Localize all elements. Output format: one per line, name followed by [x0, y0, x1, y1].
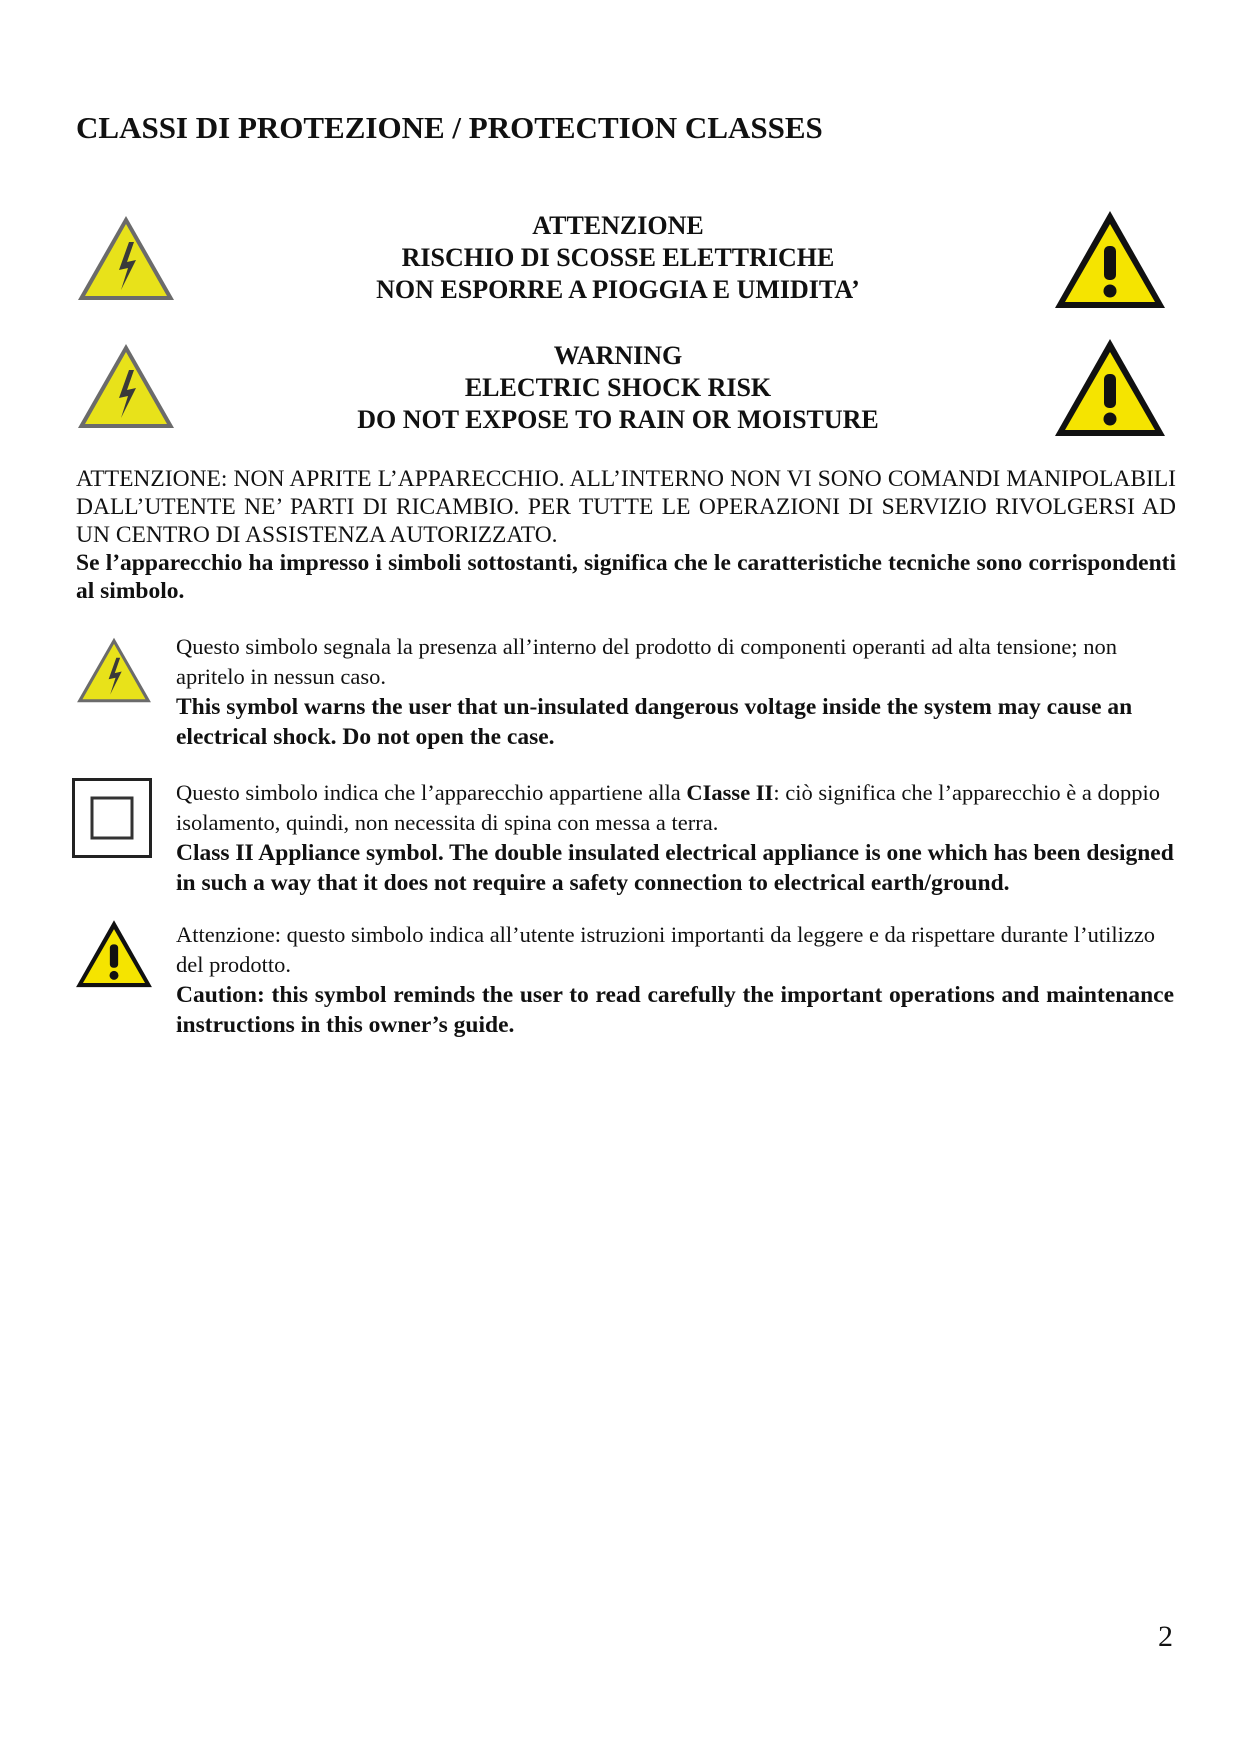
symbol-text-italian-part: Questo simbolo indica che l’apparecchio appartiene alla — [176, 780, 687, 805]
symbol-description-caution — [176, 920, 1174, 1040]
symbol-text-english: This symbol warns the user that un-insulated dangerous voltage inside the system may cause an electrical shock. Do not open the case. — [176, 694, 1133, 750]
warning-english — [300, 340, 936, 436]
warning-italian-line: RISCHIO DI SCOSSE ELETTRICHE — [401, 243, 835, 272]
class-ii-label: CIasse II — [686, 780, 774, 805]
warning-english-line: DO NOT EXPOSE TO RAIN OR MOISTURE — [357, 405, 879, 434]
symbol-text-italian: Attenzione: questo simbolo indica all’utente istruzioni importanti da leggere e da rispettare durante l’utilizzo del prodotto. — [176, 922, 1156, 977]
warning-italian-line: NON ESPORRE A PIOGGIA E UMIDITA’ — [376, 275, 860, 304]
symbol-text-italian — [176, 778, 1174, 838]
exclamation-warning-icon — [1052, 336, 1168, 440]
symbol-text-english: Caution: this symbol reminds the user to read carefully the important operations and maintenance instructions in this owner’s guide. — [176, 982, 1174, 1038]
intro-notice: ATTENZIONE: NON APRITE L’APPARECCHIO. ALL’INTERNO NON VI SONO COMANDI MANIPOLABILI DALL’UTENTE NE’ PARTI DI RICAMBIO. PER TUTTE LE OPERAZIONI DI SERVIZIO RIVOLGERSI AD UN CENTRO DI ASSISTENZA AUTORIZZATO. — [76, 466, 1176, 548]
high-voltage-icon — [74, 634, 154, 706]
intro-symbols-note: Se l’apparecchio ha impresso i simboli sottostanti, significa che le caratteristiche tecniche sono corrispondenti al simbolo. — [76, 550, 1176, 604]
exclamation-warning-icon — [74, 918, 154, 990]
warning-english-line: ELECTRIC SHOCK RISK — [464, 373, 772, 402]
high-voltage-icon — [74, 212, 178, 304]
symbol-text-italian: Questo simbolo segnala la presenza all’interno del prodotto di componenti operanti ad alta tensione; non apritelo in nessun caso. — [176, 634, 1117, 689]
warning-english-line: WARNING — [553, 341, 683, 370]
intro-section — [76, 465, 1176, 605]
exclamation-warning-icon — [1052, 208, 1168, 312]
high-voltage-icon — [74, 340, 178, 432]
warning-italian-line: ATTENZIONE — [532, 211, 704, 240]
symbol-description-class-ii — [176, 778, 1174, 898]
symbol-text-english: Class II Appliance symbol. The double insulated electrical appliance is one which has been designed in such a way that it does not require a safety connection to electrical earth/ground. — [176, 840, 1174, 896]
class-ii-double-square-icon — [72, 778, 152, 858]
page-title: CLASSI DI PROTEZIONE / PROTECTION CLASSES — [76, 110, 823, 145]
page-number: 2 — [1158, 1620, 1173, 1653]
warning-italian — [300, 210, 936, 306]
symbol-description-high-voltage — [176, 632, 1174, 752]
symbol-text-italian-part: : ciò significa che l’apparecchio è a doppio isolamento, quindi, non necessita di spina con messa a terra. — [176, 780, 1161, 835]
